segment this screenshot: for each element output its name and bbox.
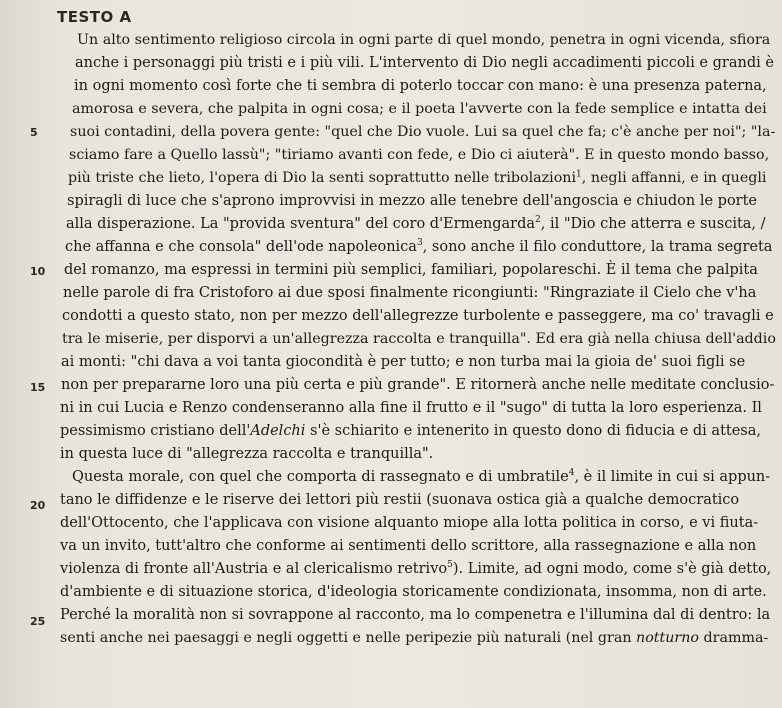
text-line [68,168,767,188]
text-segment: alla disperazione. La "provida sventura" del coro d'Ermengarda [66,216,536,232]
text-segment: violenza di fronte all'Austria e al clericalismo retrivo [60,561,448,577]
text-line: non per prepararne loro una più certa e più grande". E ritornerà anche nelle meditate conclusio- [61,377,775,393]
italic-word: notturno [636,630,699,646]
text-segment: ). Limite, ad ogni modo, come s'è già detto, [452,561,772,577]
line-number-10: 10 [30,265,46,278]
footnote-mark: 2 [535,215,541,226]
text-line: va un invito, tutt'altro che conforme ai sentimenti dello scrittore, alla rassegnazione e alla non [60,538,757,554]
text-line: del romanzo, ma espressi in termini più semplici, familiari, popolareschi. È il tema che palpita [64,262,758,278]
text-segment: , negli affanni, e in quegli [581,170,767,186]
text-line: dell'Ottocento, che l'applicava con visione alquanto miope alla lotta politica in corso, e vi fiuta- [60,515,759,531]
text-line [66,214,766,234]
text-line [65,237,772,257]
text-line: nelle parole di fra Cristoforo ai due sposi finalmente ricongiunti: "Ringraziate il Cielo che v'ha [63,285,757,301]
footnote-mark: 3 [416,238,423,249]
text-line: in questa luce di "allegrezza raccolta e tranquilla". [60,446,434,462]
text-line: Un alto sentimento religioso circola in ogni parte di quel mondo, penetra in ogni vicenda, sfiora [77,32,771,48]
text-segment: s'è schiarito e intenerito in questo dono di fiducia e di attesa, [305,423,762,439]
footnote-mark: 4 [568,468,575,479]
text-segment: , sono anche il filo conduttore, la trama segreta [422,239,773,255]
text-segment: , è il limite in cui si appun- [574,469,771,485]
text-segment: senti anche nei paesaggi e negli oggetti e nelle peripezie più naturali (nel gran [60,630,637,646]
text-line [60,559,771,579]
text-line [72,467,770,487]
text-segment: pessimismo cristiano dell' [60,423,251,439]
line-number-20: 20 [30,499,46,512]
text-line: suoi contadini, della povera gente: "quel che Dio vuole. Lui sa quel che fa; c'è anche per noi"; "la- [70,124,776,140]
footnote-mark: 5 [447,560,453,571]
text-line: in ogni momento così forte che ti sembra di poterlo toccar con mano: è una presenza paterna, [74,78,767,94]
section-heading: TESTO A [57,8,132,26]
footnote-mark: 1 [576,169,582,180]
text-line: anche i personaggi più tristi e i più vili. L'intervento di Dio negli accadimenti piccoli e grandi è [75,55,774,71]
text-line: sciamo fare a Quello lassù"; "tiriamo avanti con fede, e Dio ci aiuterà". E in questo mondo basso, [69,147,770,163]
text-line [60,628,768,648]
text-line: spiragli di luce che s'aprono improvvisi in mezzo alle tenebre dell'angoscia e chiudon le porte [67,193,758,209]
text-segment: che affanna e che consola" dell'ode napoleonica [65,239,417,255]
text-segment: Questa morale, con quel che comporta di rassegnato e di umbratile [72,469,569,485]
text-line: ai monti: "chi dava a voi tanta giocondità è per tutto; e non turba mai la gioia de' suoi figli se [61,354,746,370]
text-line [60,421,761,441]
text-line: d'ambiente e di situazione storica, d'ideologia storicamente condizionata, insomma, non di arte. [60,584,767,600]
text-segment: , il "Dio che atterra e suscita, / [540,216,766,232]
line-number-5: 5 [30,126,38,139]
text-line: tra le miserie, per disporvi a un'allegrezza raccolta e tranquilla". Ed era già nella chiusa dell'addio [62,331,776,347]
line-number-25: 25 [30,615,46,628]
text-segment: più triste che lieto, l'opera di Dio la senti soprattutto nelle tribolazioni [68,170,577,186]
text-line: Perché la moralità non si sovrappone al racconto, ma lo compenetra e l'illumina dal di dentro: la [60,607,771,623]
text-line: condotti a questo stato, non per mezzo dell'allegrezze turbolente e passeggere, ma co' travagli e [62,308,774,324]
text-line: ni in cui Lucia e Renzo condenseranno alla fine il frutto e il "sugo" di tutta la loro esperienza. Il [60,400,762,416]
text-line: amorosa e severa, che palpita in ogni cosa; e il poeta l'avverte con la fede semplice e intatta dei [72,101,767,117]
text-segment: dramma- [699,630,769,646]
italic-title: Adelchi [250,423,306,439]
text-line: tano le diffidenze e le riserve dei lettori più restii (suonava ostica già a qualche democratico [60,492,740,508]
line-number-15: 15 [30,381,46,394]
